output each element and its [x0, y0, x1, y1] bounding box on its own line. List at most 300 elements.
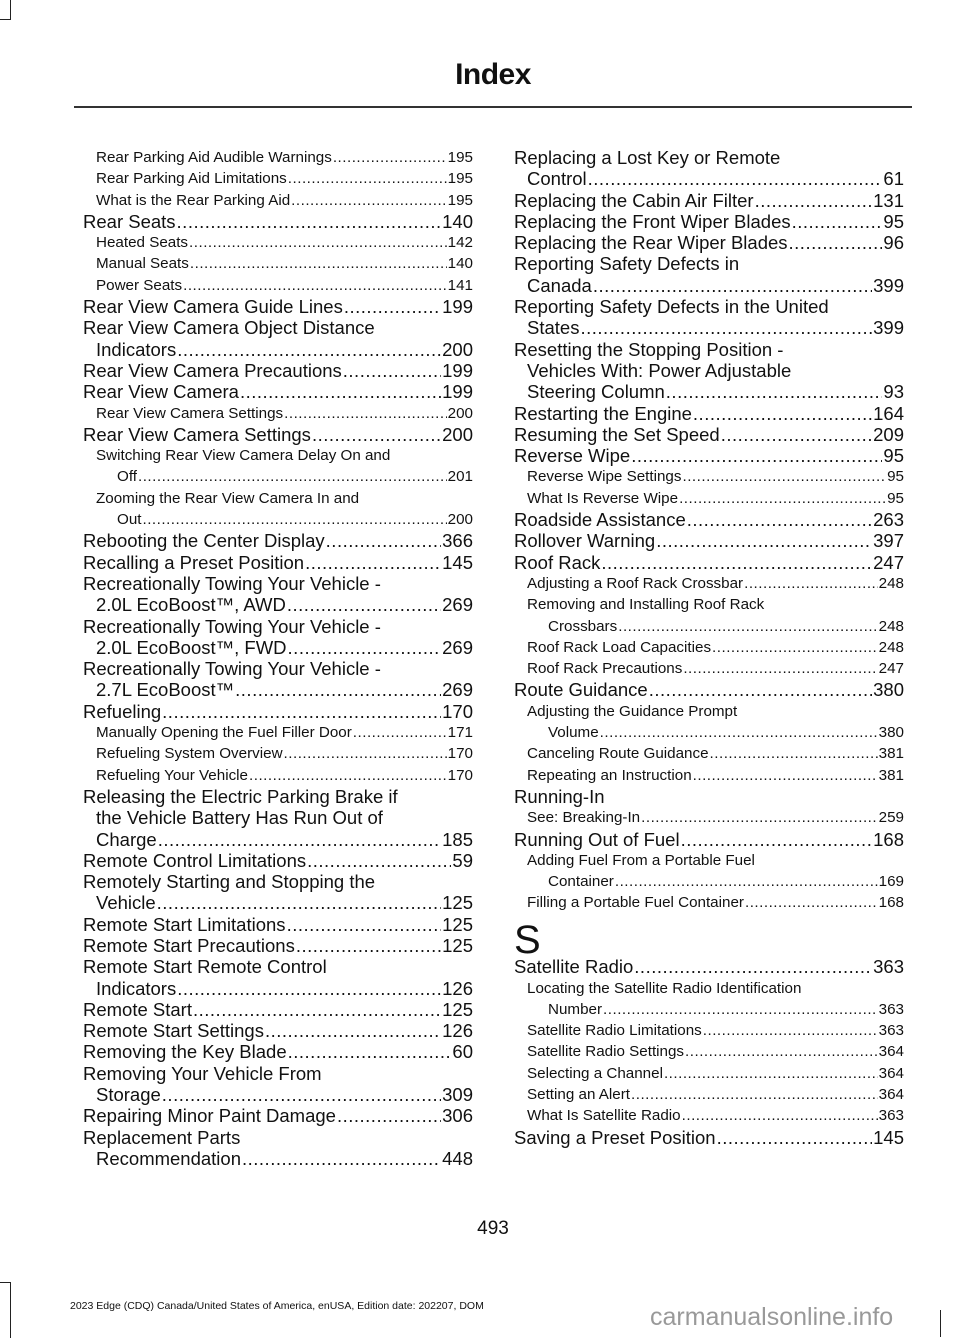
page-reference[interactable]: 140: [442, 210, 473, 232]
entry-line: [83, 509, 473, 530]
page-reference[interactable]: 248: [878, 638, 904, 656]
entry-text: Rear View Camera Guide Lines: [83, 296, 343, 318]
page-reference[interactable]: 60: [452, 1041, 473, 1063]
entry-line: [83, 296, 473, 317]
dot-leader: [745, 892, 878, 913]
entry-text: Filling a Portable Fuel Container: [527, 894, 744, 912]
page-reference[interactable]: 381: [878, 745, 904, 763]
watermark: carmanualsonline.info: [650, 1303, 894, 1331]
entry-line: [514, 701, 904, 722]
entry-line: [514, 743, 904, 764]
entry-text: Rear View Camera Precautions: [83, 359, 342, 381]
dot-leader: [649, 679, 872, 700]
entry-text: Adjusting a Roof Rack Crossbar: [527, 574, 744, 592]
dot-leader: [641, 807, 878, 828]
index-column-left: [83, 147, 473, 1169]
entry-text: Removing the Key Blade: [83, 1041, 287, 1063]
entry-line: [83, 807, 473, 828]
dot-leader: [158, 829, 441, 850]
entry-text: Indicators: [96, 977, 177, 999]
index-entry[interactable]: [83, 1041, 473, 1062]
index-entry[interactable]: [514, 956, 904, 977]
page-reference[interactable]: 164: [873, 402, 904, 424]
index-entry[interactable]: [83, 573, 473, 616]
entry-line: [514, 488, 904, 509]
entry-line: [514, 509, 904, 530]
page-reference[interactable]: 199: [442, 296, 473, 318]
index-entry[interactable]: [83, 488, 473, 531]
index-entry[interactable]: [514, 1127, 904, 1148]
dot-leader: [721, 424, 872, 445]
index-entry[interactable]: [83, 1063, 473, 1106]
index-entry[interactable]: [514, 488, 904, 509]
entry-text: Repairing Minor Paint Damage: [83, 1105, 336, 1127]
entry-text: Off: [117, 468, 137, 486]
entry-line: [83, 488, 473, 509]
entry-text: Rear Seats: [83, 210, 176, 232]
page-reference[interactable]: 269: [442, 679, 473, 701]
entry-text: Locating the Satellite Radio Identification: [527, 979, 802, 997]
entry-text: Vehicles With: Power Adjustable: [527, 359, 792, 381]
dot-leader: [337, 1105, 441, 1126]
entry-text: Rear View Camera Settings: [83, 423, 311, 445]
index-entry[interactable]: [83, 168, 473, 189]
entry-line: [514, 1020, 904, 1041]
entry-line: [83, 275, 473, 296]
index-entry[interactable]: [83, 360, 473, 381]
crop-mark: [940, 1310, 942, 1337]
entry-line: [83, 935, 473, 956]
entry-line: [83, 956, 473, 977]
index-entry[interactable]: [514, 658, 904, 679]
entry-text: Rear View Camera: [83, 381, 239, 403]
page-reference[interactable]: 93: [883, 381, 904, 403]
entry-text: 2.7L EcoBoost™: [96, 679, 235, 701]
page-reference[interactable]: 142: [447, 234, 473, 252]
entry-text: Recreationally Towing Your Vehicle -: [83, 572, 381, 594]
index-entry[interactable]: [83, 1105, 473, 1126]
dot-leader: [789, 232, 883, 253]
index-entry[interactable]: [83, 616, 473, 659]
index-entry[interactable]: [514, 232, 904, 253]
dot-leader: [344, 296, 441, 317]
entry-text: Refueling System Overview: [96, 745, 283, 763]
index-entry[interactable]: [83, 381, 473, 402]
entry-line: [83, 1020, 473, 1041]
page-reference[interactable]: 380: [873, 679, 904, 701]
entry-text: Replacing the Front Wiper Blades: [514, 210, 791, 232]
index-entry[interactable]: [83, 232, 473, 253]
entry-line: [514, 850, 904, 871]
entry-line: [83, 616, 473, 637]
dot-leader: [603, 999, 878, 1020]
index-entry[interactable]: [83, 424, 473, 445]
index-entry[interactable]: [514, 211, 904, 232]
page-reference[interactable]: 168: [873, 828, 904, 850]
index-entry[interactable]: [83, 850, 473, 871]
page-reference[interactable]: 269: [442, 636, 473, 658]
page-reference[interactable]: 168: [878, 894, 904, 912]
page-reference[interactable]: 247: [873, 551, 904, 573]
entry-line: [514, 573, 904, 594]
index-entry[interactable]: [83, 914, 473, 935]
page-reference[interactable]: 170: [442, 700, 473, 722]
dot-leader: [287, 594, 441, 615]
page-reference[interactable]: 248: [878, 574, 904, 592]
entry-line: [514, 552, 904, 573]
page-reference[interactable]: 125: [442, 892, 473, 914]
page-reference[interactable]: 170: [447, 745, 473, 763]
index-entry[interactable]: [83, 296, 473, 317]
index-entry[interactable]: [83, 530, 473, 551]
page-reference[interactable]: 209: [873, 423, 904, 445]
entry-line: [83, 1084, 473, 1105]
page-reference[interactable]: 380: [878, 724, 904, 742]
page-reference[interactable]: 199: [442, 359, 473, 381]
dot-leader: [284, 403, 447, 424]
entry-line: [514, 424, 904, 445]
dot-leader: [162, 701, 441, 722]
dot-leader: [710, 743, 878, 764]
entry-line: [514, 999, 904, 1020]
page-reference[interactable]: 145: [442, 551, 473, 573]
entry-text: Power Seats: [96, 276, 183, 294]
entry-line: [83, 381, 473, 402]
index-entry[interactable]: [83, 871, 473, 914]
page-reference[interactable]: 364: [878, 1064, 904, 1082]
index-entry[interactable]: [83, 445, 473, 488]
index-entry[interactable]: [514, 807, 904, 828]
index-entry[interactable]: [83, 722, 473, 743]
entry-line: [83, 637, 473, 658]
entry-line: [514, 147, 904, 168]
page-reference[interactable]: 195: [447, 170, 473, 188]
index-entry[interactable]: [514, 850, 904, 893]
page-reference[interactable]: 263: [873, 509, 904, 531]
entry-text: Removing and Installing Roof Rack: [527, 596, 765, 614]
index-entry[interactable]: [514, 701, 904, 744]
entry-text: See: Breaking-In: [527, 809, 641, 827]
dot-leader: [249, 765, 447, 786]
entry-text: Restarting the Engine: [514, 402, 692, 424]
page-reference[interactable]: 199: [442, 381, 473, 403]
entry-line: [514, 445, 904, 466]
entry-line: [83, 1105, 473, 1126]
index-entry[interactable]: [83, 658, 473, 701]
index-entry[interactable]: [514, 403, 904, 424]
entry-text: Releasing the Electric Parking Brake if: [83, 785, 398, 807]
page-reference[interactable]: 169: [878, 873, 904, 891]
dot-leader: [296, 935, 441, 956]
entry-text: Charge: [96, 828, 157, 850]
entry-line: [514, 381, 904, 402]
page-reference[interactable]: 185: [442, 828, 473, 850]
entry-text: Running-In: [514, 785, 605, 807]
dot-leader: [343, 360, 441, 381]
dot-leader: [138, 466, 447, 487]
dot-leader: [703, 1020, 878, 1041]
entry-text: Remote Start Limitations: [83, 913, 286, 935]
page-reference[interactable]: 363: [878, 1000, 904, 1018]
entry-line: [83, 786, 473, 807]
dot-leader: [615, 871, 878, 892]
page-reference[interactable]: 125: [442, 913, 473, 935]
crop-mark: [0, 1282, 11, 1338]
page-reference[interactable]: 96: [883, 232, 904, 254]
index-entry[interactable]: [83, 786, 473, 850]
page-reference[interactable]: 363: [878, 1107, 904, 1125]
entry-line: [83, 424, 473, 445]
dot-leader: [177, 211, 442, 232]
index-entry[interactable]: [514, 1084, 904, 1105]
entry-text: Reporting Safety Defects in: [514, 253, 740, 275]
entry-text: Rollover Warning: [514, 530, 656, 552]
page-reference[interactable]: 125: [442, 934, 473, 956]
page-reference[interactable]: 397: [873, 530, 904, 552]
page-reference[interactable]: 248: [878, 617, 904, 635]
dot-leader: [631, 445, 882, 466]
entry-text: Canada: [527, 274, 592, 296]
entry-line: [514, 722, 904, 743]
index-entry[interactable]: [514, 147, 904, 190]
entry-line: [83, 1148, 473, 1169]
entry-line: [514, 829, 904, 850]
entry-text: Resetting the Stopping Position -: [514, 338, 784, 360]
page-reference[interactable]: 131: [873, 189, 904, 211]
index-entry[interactable]: [83, 1020, 473, 1041]
index-entry[interactable]: [514, 765, 904, 786]
entry-line: [514, 1127, 904, 1148]
dot-leader: [157, 892, 441, 913]
page-reference[interactable]: 364: [878, 1086, 904, 1104]
index-entry[interactable]: [83, 765, 473, 786]
index-entry[interactable]: [83, 211, 473, 232]
entry-text: Manually Opening the Fuel Filler Door: [96, 724, 352, 742]
entry-line: [83, 552, 473, 573]
entry-line: [83, 850, 473, 871]
entry-text: Recalling a Preset Position: [83, 551, 305, 573]
entry-text: Number: [548, 1000, 603, 1018]
entry-line: [83, 232, 473, 253]
dot-leader: [792, 211, 883, 232]
index-entry[interactable]: [514, 509, 904, 530]
index-entry[interactable]: [514, 190, 904, 211]
index-entry[interactable]: [514, 1063, 904, 1084]
index-entry[interactable]: [514, 1105, 904, 1126]
entry-text: Replacement Parts: [83, 1126, 241, 1148]
index-entry[interactable]: [514, 978, 904, 1021]
entry-text: Selecting a Channel: [527, 1064, 663, 1082]
entry-line: [514, 275, 904, 296]
entry-line: [514, 892, 904, 913]
entry-line: [514, 765, 904, 786]
section-letter: S: [514, 917, 541, 962]
index-entry[interactable]: [83, 147, 473, 168]
entry-line: [83, 914, 473, 935]
entry-line: [514, 616, 904, 637]
entry-line: [83, 573, 473, 594]
index-entry[interactable]: [514, 679, 904, 700]
dot-leader: [664, 1063, 878, 1084]
entry-line: [83, 147, 473, 168]
entry-line: [514, 190, 904, 211]
entry-line: [83, 168, 473, 189]
index-entry[interactable]: [83, 999, 473, 1020]
index-entry[interactable]: [83, 935, 473, 956]
dot-leader: [240, 381, 441, 402]
entry-line: [514, 786, 904, 807]
dot-leader: [265, 1020, 441, 1041]
index-entry[interactable]: [83, 552, 473, 573]
entry-line: [514, 594, 904, 615]
page-reference[interactable]: 59: [452, 849, 473, 871]
entry-line: [514, 807, 904, 828]
entry-text: Adding Fuel From a Portable Fuel: [527, 851, 755, 869]
page-reference[interactable]: 309: [442, 1084, 473, 1106]
entry-line: [514, 253, 904, 274]
index-entry[interactable]: [514, 424, 904, 445]
index-entry[interactable]: [83, 317, 473, 360]
index-entry[interactable]: [514, 594, 904, 637]
page-reference[interactable]: 95: [883, 445, 904, 467]
dot-leader: [685, 1041, 878, 1062]
page-reference[interactable]: 170: [447, 766, 473, 784]
page-reference[interactable]: 306: [442, 1105, 473, 1127]
index-column-right: [514, 147, 904, 1148]
entry-text: Steering Column: [527, 381, 665, 403]
entry-text: 2.0L EcoBoost™, AWD: [96, 594, 286, 616]
entry-text: Remote Start Precautions: [83, 934, 295, 956]
dot-leader: [162, 1084, 441, 1105]
index-entry[interactable]: [514, 445, 904, 466]
entry-line: [83, 253, 473, 274]
entry-line: [514, 530, 904, 551]
page-reference[interactable]: 381: [878, 766, 904, 784]
entry-text: Reverse Wipe Settings: [527, 468, 682, 486]
page-reference[interactable]: 126: [442, 1020, 473, 1042]
page-reference[interactable]: 366: [442, 530, 473, 552]
page-reference[interactable]: 171: [447, 724, 473, 742]
entry-line: [514, 679, 904, 700]
page-reference[interactable]: 399: [873, 274, 904, 296]
entry-line: [83, 978, 473, 999]
dot-leader: [601, 552, 872, 573]
page-reference[interactable]: 201: [447, 468, 473, 486]
index-entry[interactable]: [83, 701, 473, 722]
dot-leader: [353, 722, 447, 743]
page-reference[interactable]: 200: [447, 404, 473, 422]
entry-text: Canceling Route Guidance: [527, 745, 709, 763]
index-entry[interactable]: [514, 743, 904, 764]
entry-text: Container: [548, 873, 614, 891]
dot-leader: [687, 509, 872, 530]
dot-leader: [712, 637, 878, 658]
page-reference[interactable]: 269: [442, 594, 473, 616]
entry-line: [83, 1063, 473, 1084]
entry-text: Out: [117, 511, 142, 529]
entry-text: States: [527, 317, 580, 339]
entry-text: Remote Start Settings: [83, 1020, 264, 1042]
dot-leader: [312, 424, 441, 445]
page-reference[interactable]: 145: [873, 1126, 904, 1148]
index-entry[interactable]: [514, 1020, 904, 1041]
dot-leader: [183, 275, 447, 296]
page-reference[interactable]: 200: [442, 423, 473, 445]
entry-text: Switching Rear View Camera Delay On and: [96, 447, 391, 465]
page-reference[interactable]: 140: [447, 255, 473, 273]
entry-text: Rear View Camera Settings: [96, 404, 284, 422]
page-reference[interactable]: 126: [442, 977, 473, 999]
page-reference[interactable]: 95: [887, 489, 904, 507]
index-entry[interactable]: [83, 403, 473, 424]
page-reference[interactable]: 141: [447, 276, 473, 294]
index-entry[interactable]: [83, 743, 473, 764]
entry-line: [83, 829, 473, 850]
index-entry[interactable]: [514, 552, 904, 573]
dot-leader: [679, 488, 886, 509]
entry-text: Replacing the Cabin Air Filter: [514, 189, 754, 211]
entry-text: Remotely Starting and Stopping the: [83, 871, 376, 893]
page-reference[interactable]: 399: [873, 317, 904, 339]
entry-text: Reporting Safety Defects in the United: [514, 296, 829, 318]
page-reference[interactable]: 364: [878, 1043, 904, 1061]
page-reference[interactable]: 195: [447, 191, 473, 209]
entry-line: [514, 978, 904, 999]
page-reference[interactable]: 61: [883, 168, 904, 190]
page-reference[interactable]: 200: [447, 511, 473, 529]
index-entry[interactable]: [514, 786, 904, 807]
entry-text: Remote Start: [83, 998, 192, 1020]
page-reference[interactable]: 125: [442, 998, 473, 1020]
index-entry[interactable]: [83, 1127, 473, 1170]
entry-text: What Is Reverse Wipe: [527, 489, 679, 507]
page-reference[interactable]: 363: [878, 1022, 904, 1040]
page-reference[interactable]: 95: [887, 468, 904, 486]
index-entry[interactable]: [514, 829, 904, 850]
page-reference[interactable]: 259: [878, 809, 904, 827]
page-reference[interactable]: 448: [442, 1147, 473, 1169]
entry-line: [514, 296, 904, 317]
dot-leader: [288, 637, 442, 658]
index-entry[interactable]: [514, 573, 904, 594]
index-entry[interactable]: [83, 275, 473, 296]
dot-leader: [284, 743, 447, 764]
index-entry[interactable]: [514, 892, 904, 913]
dot-leader: [190, 253, 447, 274]
index-entry[interactable]: [514, 530, 904, 551]
index-entry[interactable]: [83, 253, 473, 274]
index-entry[interactable]: [514, 637, 904, 658]
index-entry[interactable]: [514, 1041, 904, 1062]
index-entry[interactable]: [83, 956, 473, 999]
index-entry[interactable]: [514, 296, 904, 339]
page-reference[interactable]: 363: [873, 956, 904, 978]
page-reference[interactable]: 195: [447, 149, 473, 166]
page-reference[interactable]: 95: [883, 210, 904, 232]
dot-leader: [580, 317, 872, 338]
index-entry[interactable]: [514, 466, 904, 487]
page-reference[interactable]: 200: [442, 338, 473, 360]
dot-leader: [693, 403, 872, 424]
index-entry[interactable]: [83, 190, 473, 211]
dot-leader: [588, 168, 883, 189]
index-entry[interactable]: [514, 253, 904, 296]
entry-line: [83, 594, 473, 615]
entry-text: the Vehicle Battery Has Run Out of: [96, 807, 383, 829]
index-entry[interactable]: [514, 339, 904, 403]
page-reference[interactable]: 247: [878, 660, 904, 678]
dot-leader: [307, 850, 451, 871]
